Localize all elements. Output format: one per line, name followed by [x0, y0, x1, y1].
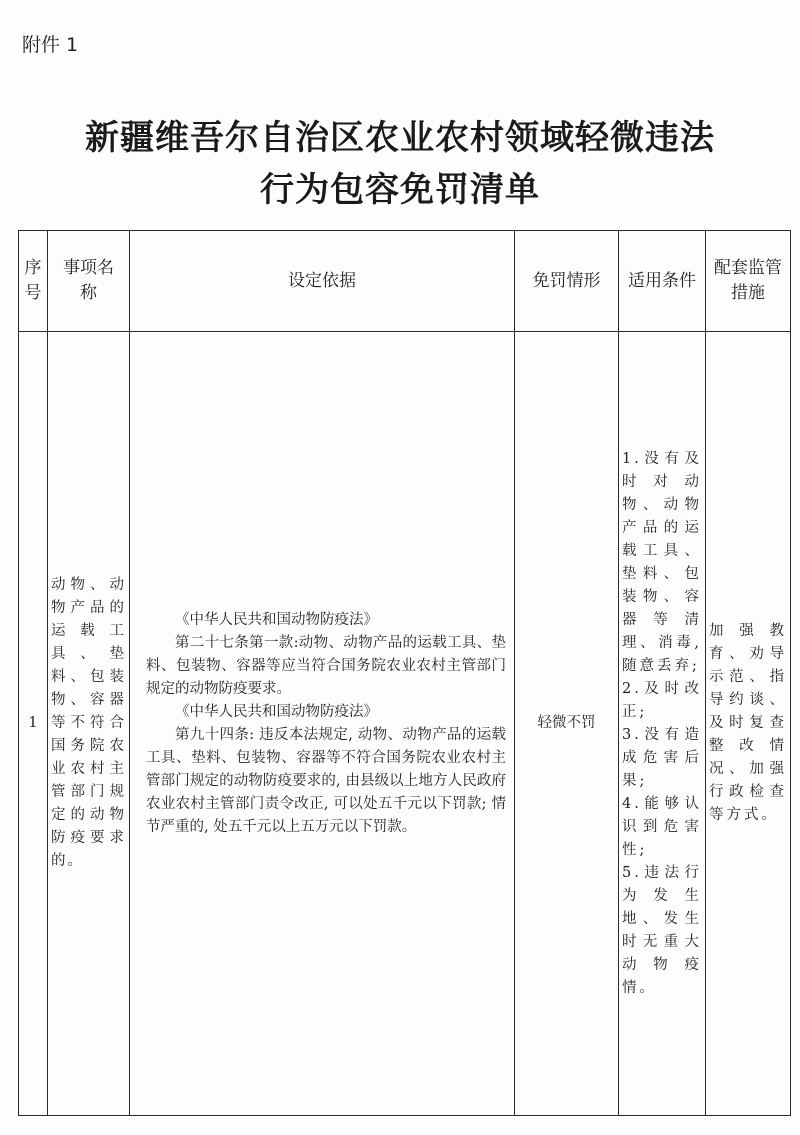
- header-index: 序号: [19, 231, 48, 332]
- row-basis: [130, 332, 515, 1116]
- exemption-list-table: [18, 230, 791, 1116]
- condition-item: 4.能够认识到危害性;: [622, 795, 702, 858]
- header-measures: 配套监管措施: [706, 231, 791, 332]
- row-measures: 加强教育、劝导示范、指导约谈、及时复查整改情况、加强行政检查等方式。: [706, 332, 791, 1116]
- row-index: 1: [19, 332, 48, 1116]
- condition-item: 3.没有造成危害后果;: [622, 726, 702, 789]
- header-exemption: 免罚情形: [515, 231, 619, 332]
- title-line-1: 新疆维吾尔自治区农业农村领域轻微违法: [85, 118, 715, 158]
- condition-item: 5.违法行为发生地、发生时无重大动物疫情。: [622, 864, 702, 996]
- condition-item: 1.没有及时对动物、动物产品的运载工具、垫料、包装物、容器等清理、消毒, 随意丢弃;: [622, 450, 702, 674]
- table-row: [19, 332, 791, 1116]
- title-line-2: 行为包容免罚清单: [260, 170, 540, 210]
- page-title: [0, 112, 800, 216]
- basis-article-94: 第九十四条: 违反本法规定, 动物、动物产品的运载工具、垫料、包装物、容器等不符合国务院农业农村主管部门规定的动物防疫要求的, 由县级以上地方人民政府农业农村主管部门责令改正, 可以处五千元以下罚款; 情节严重的, 处五千元以上五万元以下罚款。: [146, 726, 506, 835]
- basis-article-27: 第二十七条第一款:动物、动物产品的运载工具、垫料、包装物、容器等应当符合国务院农业农村主管部门规定的动物防疫要求。: [146, 634, 506, 697]
- row-item-name: 动物、动物产品的运载工具、垫料、包装物、容器等不符合国务院农业农村主管部门规定的动物防疫要求的。: [48, 332, 130, 1116]
- table-header-row: [19, 231, 791, 332]
- condition-item: 2.及时改正;: [622, 680, 702, 720]
- header-item-name: 事项名称: [48, 231, 130, 332]
- row-conditions: [619, 332, 706, 1116]
- row-exemption: 轻微不罚: [515, 332, 619, 1116]
- header-basis: 设定依据: [130, 231, 515, 332]
- header-conditions: 适用条件: [619, 231, 706, 332]
- attachment-label: 附件 1: [22, 34, 79, 56]
- basis-law-title: 《中华人民共和国动物防疫法》: [175, 703, 378, 720]
- basis-law-title: 《中华人民共和国动物防疫法》: [175, 611, 378, 628]
